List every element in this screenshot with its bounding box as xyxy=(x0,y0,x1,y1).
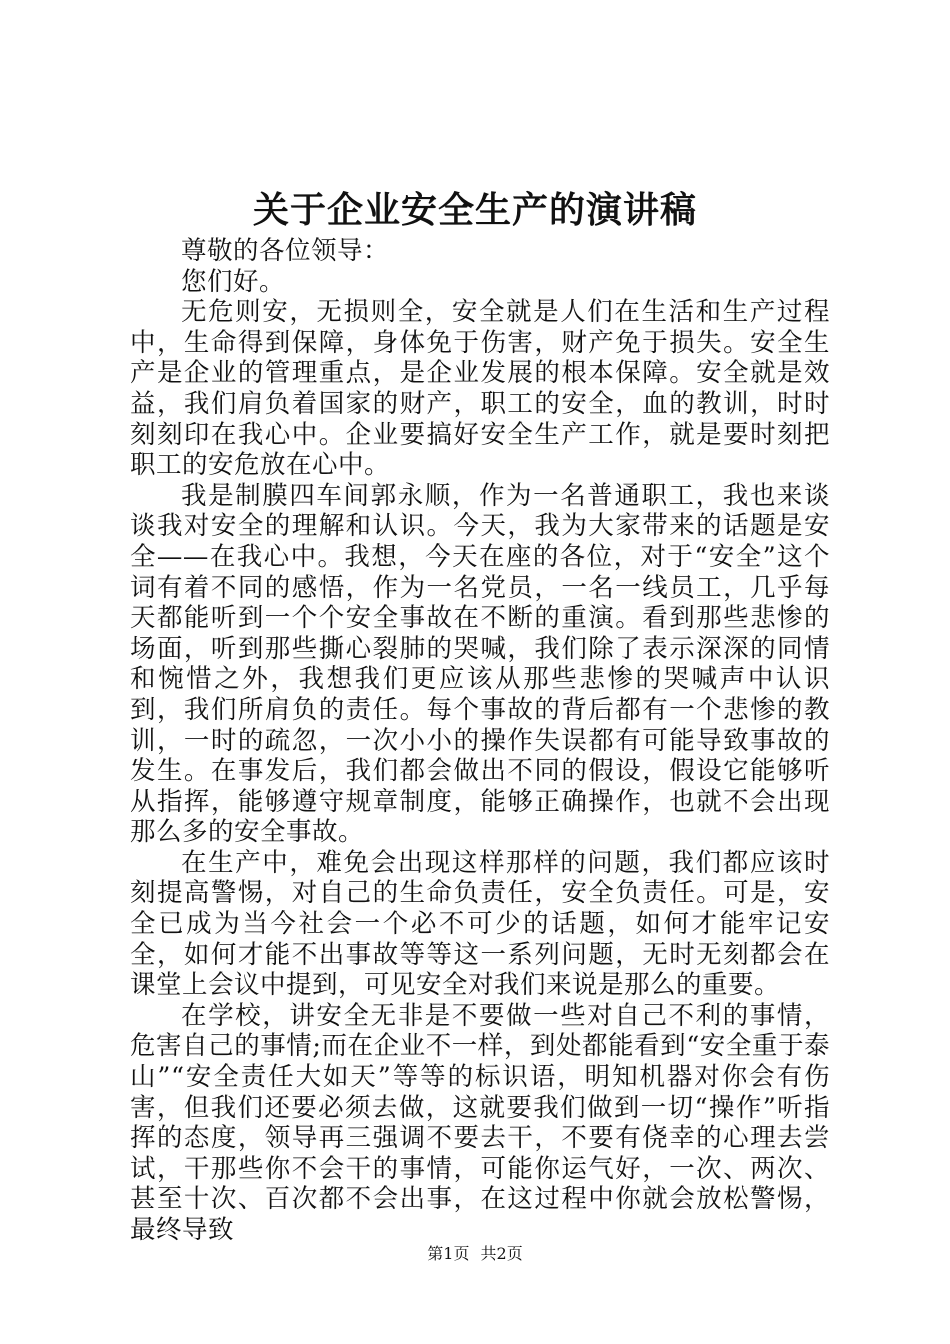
page-total: 共2页 xyxy=(480,1244,523,1263)
page-footer xyxy=(0,1243,950,1265)
document-body xyxy=(130,236,830,1246)
paragraph: 在生产中，难免会出现这样那样的问题，我们都应该时刻提高警惕，对自己的生命负责任，安全负责任。可是，安全已成为当今社会一个必不可少的话题，如何才能牢记安全，如何才能不出事故等等这一系列问题，无时无刻都会在课堂上会议中提到，可见安全对我们来说是那么的重要。 xyxy=(130,847,830,1001)
greeting: 您们好。 xyxy=(181,266,286,297)
paragraph: 在学校，讲安全无非是不要做一些对自己不利的事情，危害自己的事情;而在企业不一样，到处都能看到“安全重于泰山”“安全责任大如天”等等的标识语，明知机器对你会有伤害，但我们还要必须去做，这就要我们做到一切“操作”听指挥的态度，领导再三强调不要去干，不要有侥幸的心理去尝试，干那些你不会干的事情，可能你运气好，一次、两次、甚至十次、百次都不会出事，在这过程中你就会放松警惕，最终导致 xyxy=(130,1000,830,1245)
paragraph: 无危则安，无损则全，安全就是人们在生活和生产过程中，生命得到保障，身体免于伤害，财产免于损失。安全生产是企业的管理重点，是企业发展的根本保障。安全就是效益，我们肩负着国家的财产，职工的安全，血的教训，时时刻刻印在我心中。企业要搞好安全生产工作，就是要时刻把职工的安危放在心中。 xyxy=(130,297,830,481)
paragraph: 我是制膜四车间郭永顺，作为一名普通职工，我也来谈谈我对安全的理解和认识。今天，我为大家带来的话题是安全——在我心中。我想，今天在座的各位，对于“安全”这个词有着不同的感悟，作为一名党员，一名一线员工，几乎每天都能听到一个个安全事故在不断的重演。看到那些悲惨的场面，听到那些撕心裂肺的哭喊，我们除了表示深深的同情和惋惜之外，我想我们更应该从那些悲惨的哭喊声中认识到，我们所肩负的责任。每个事故的背后都有一个悲惨的教训，一时的疏忽，一次小小的操作失误都有可能导致事故的发生。在事发后，我们都会做出不同的假设，假设它能够听从指挥，能够遵守规章制度，能够正确操作，也就不会出现那么多的安全事故。 xyxy=(130,480,830,848)
page-number: 第1页 xyxy=(427,1244,470,1263)
document-title: 关于企业安全生产的演讲稿 xyxy=(252,189,697,231)
salutation: 尊敬的各位领导： xyxy=(181,236,390,266)
